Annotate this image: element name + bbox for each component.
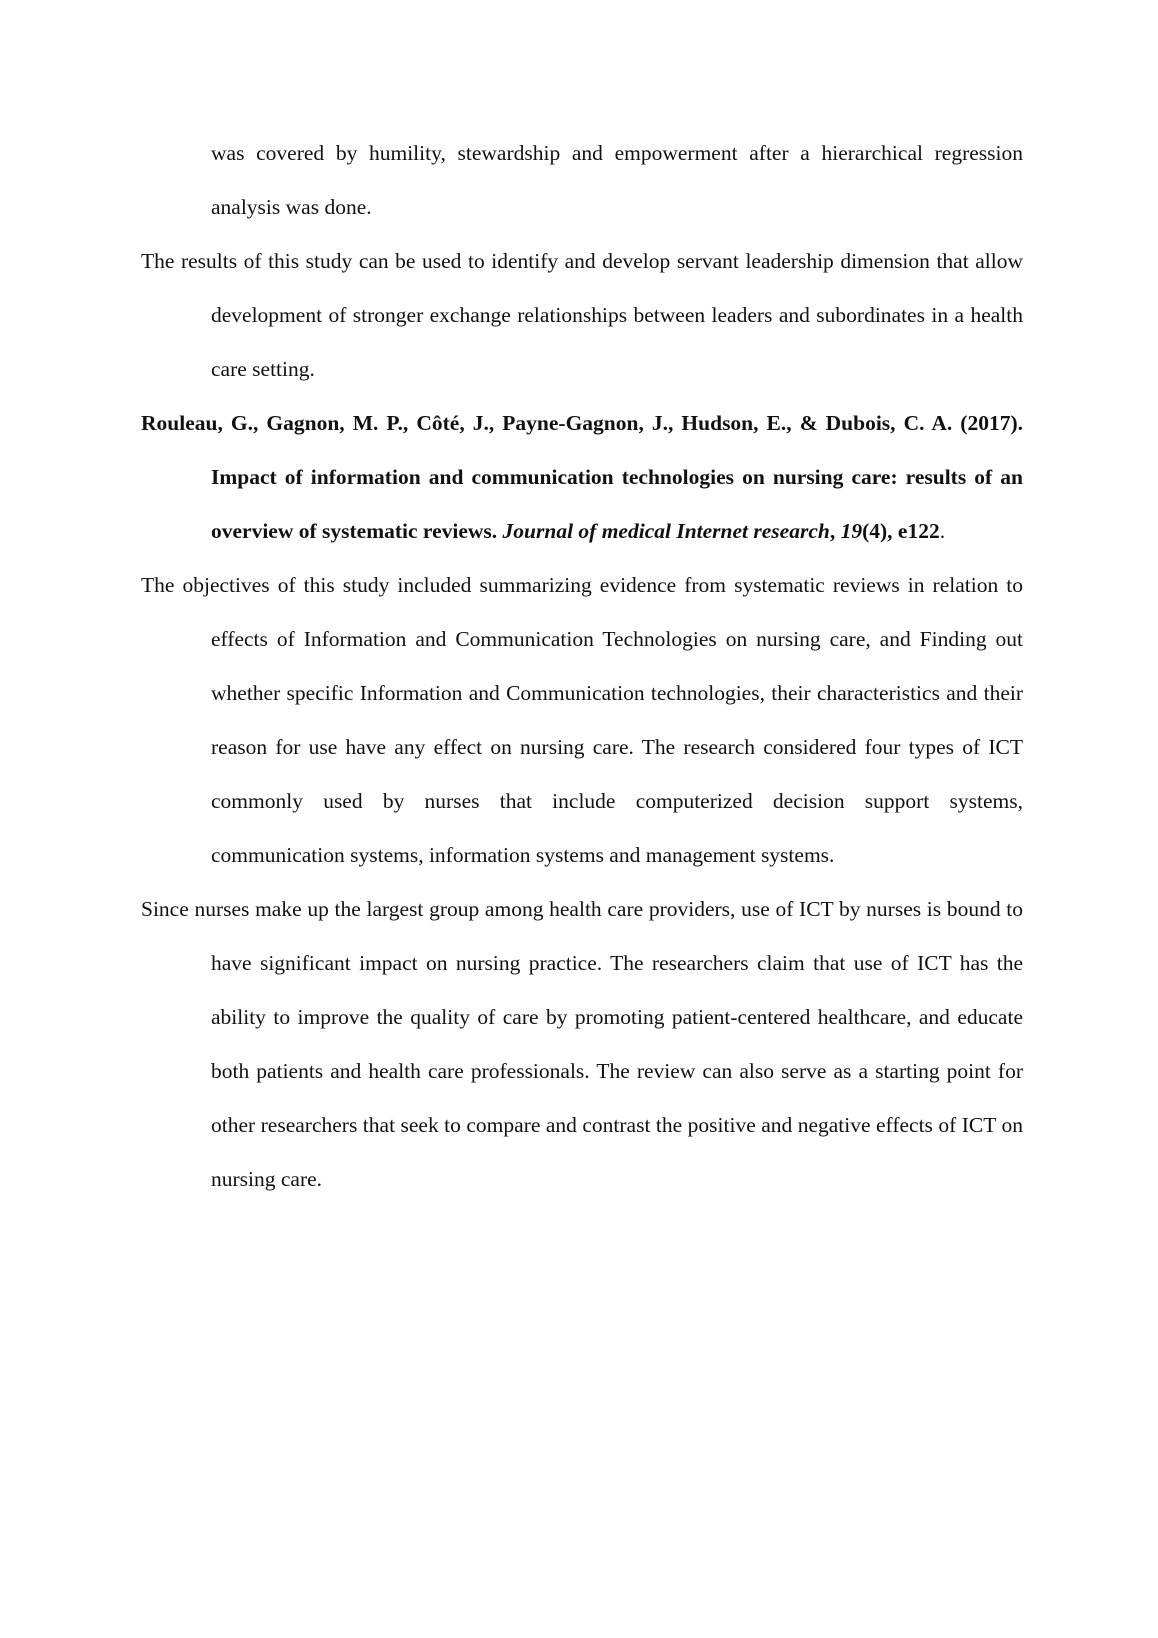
- paragraph-continuation: was covered by humility, stewardship and empowerment after a hierarchical regression analysis was done.: [211, 141, 1023, 219]
- reference-journal: Journal of medical Internet research: [502, 519, 830, 543]
- reference-issue-pages: (4), e122: [862, 519, 940, 543]
- reference-period: .: [939, 519, 946, 543]
- reference-comma: ,: [829, 519, 836, 543]
- paragraph-objectives: The objectives of this study included summarizing evidence from systematic reviews in relation to effects of Information and Communication Technologies on nursing care, and Finding out whether specific Information and Communication technologies, their characteristics and their reason for use have any effect on nursing care. The research considered four types of ICT commonly used by nurses that include computerized decision support systems, communication systems, information systems and management systems.: [141, 573, 1023, 867]
- paragraph-results: The results of this study can be used to identify and develop servant leadership dimension that allow development of stronger exchange relationships between leaders and subordinates in a health care setting.: [141, 249, 1023, 381]
- reference-authors-title: Rouleau, G., Gagnon, M. P., Côté, J., Payne-Gagnon, J., Hudson, E., & Dubois, C. A. (2017). Impact of information and communication technologies on nursing care: results of an overview of systematic reviews.: [141, 411, 1023, 543]
- reference-volume: 19: [840, 519, 863, 543]
- reference-entry: [141, 396, 1023, 558]
- document-body: [141, 126, 1023, 1206]
- paragraph-impact: Since nurses make up the largest group among health care providers, use of ICT by nurses is bound to have significant impact on nursing practice. The researchers claim that use of ICT has the ability to improve the quality of care by promoting patient-centered healthcare, and educate both patients and health care professionals. The review can also serve as a starting point for other researchers that seek to compare and contrast the positive and negative effects of ICT on nursing care.: [141, 897, 1023, 1191]
